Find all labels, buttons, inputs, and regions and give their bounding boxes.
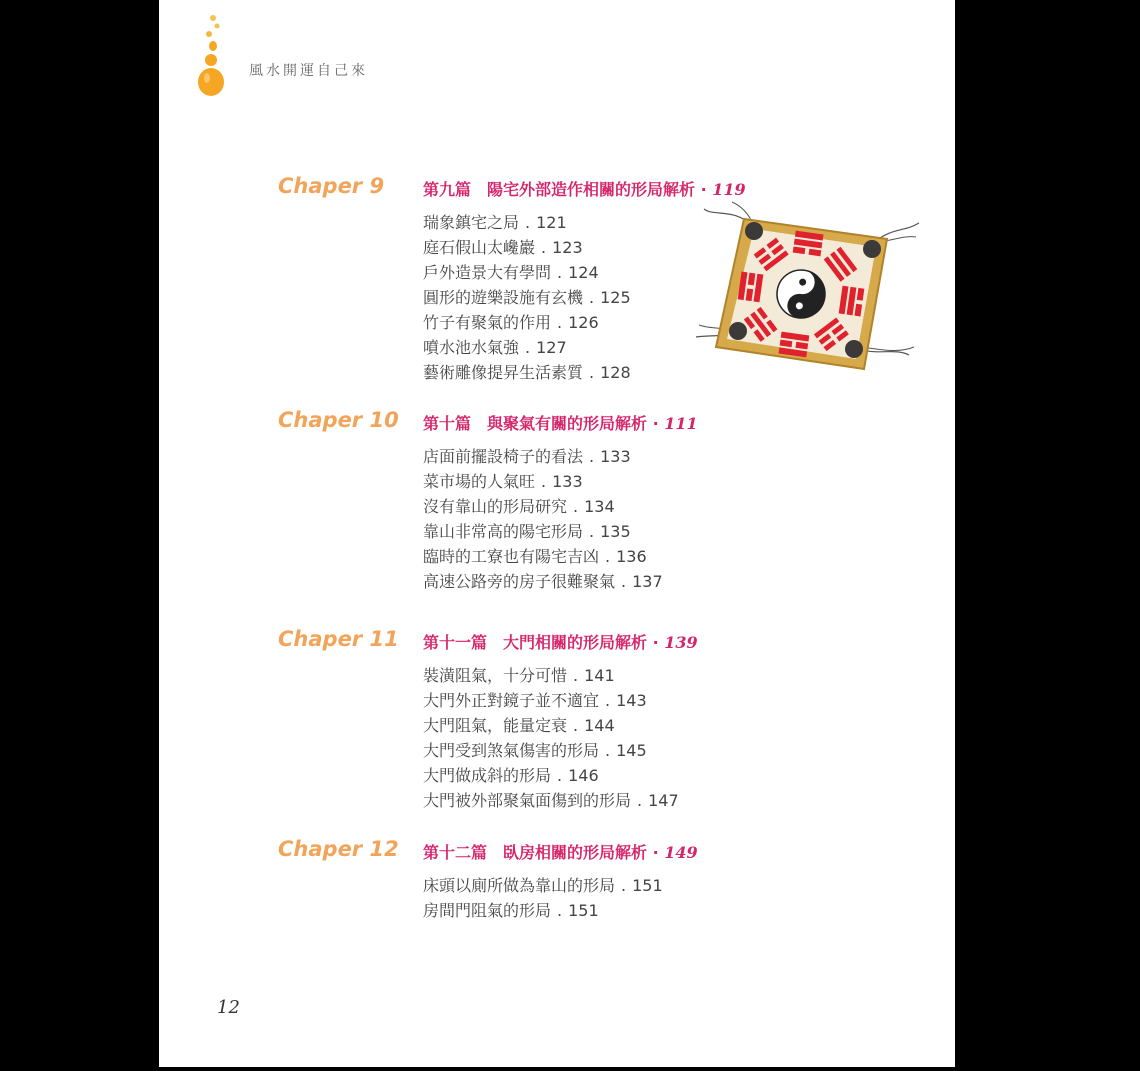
toc-item-page: 126 [568, 313, 599, 332]
toc-item-text: 房間門阻氣的形局 [423, 901, 552, 920]
toc-item-page: 143 [616, 691, 647, 710]
chapter-label: Chaper 9 [278, 174, 385, 198]
toc-item-text: 高速公路旁的房子很難聚氣 [423, 572, 616, 591]
toc-item-page: 134 [584, 497, 615, 516]
toc-item-page: 124 [568, 263, 599, 282]
toc-item[interactable]: 臨時的工寮也有陽宅吉凶 . 136 [423, 547, 647, 566]
toc-list [423, 873, 663, 923]
toc-item-page: 133 [600, 447, 631, 466]
toc-item[interactable]: 房間門阻氣的形局 . 151 [423, 901, 599, 920]
toc-item-page: 128 [600, 363, 631, 382]
chapter-number: 第九篇 [423, 180, 472, 199]
toc-item-text: 大門做成斜的形局 [423, 766, 552, 785]
toc-item-text: 大門受到煞氣傷害的形局 [423, 741, 600, 760]
toc-item-text: 靠山非常高的陽宅形局 [423, 522, 584, 541]
chapter-page: 119 [712, 180, 746, 199]
toc-item-page: 136 [616, 547, 647, 566]
gourd-icon [195, 12, 235, 102]
toc-item-page: 125 [600, 288, 631, 307]
toc-item[interactable]: 戶外造景大有學問 . 124 [423, 263, 599, 282]
toc-item[interactable]: 裝潢阻氣，十分可惜 . 141 [423, 666, 615, 685]
toc-item[interactable]: 大門做成斜的形局 . 146 [423, 766, 599, 785]
toc-item-page: 123 [552, 238, 583, 257]
bagua-mirror-icon [694, 197, 924, 377]
chapter-title[interactable]: 第十一篇 大門相關的形局解析 · 139 [423, 633, 698, 652]
toc-item[interactable]: 店面前擺設椅子的看法 . 133 [423, 447, 631, 466]
toc-item[interactable]: 大門受到煞氣傷害的形局 . 145 [423, 741, 647, 760]
toc-item-text: 大門外正對鏡子並不適宜 [423, 691, 600, 710]
toc-item-text: 床頭以廁所做為靠山的形局 [423, 876, 616, 895]
chapter-title[interactable]: 第十篇 與聚氣有關的形局解析 · 111 [423, 414, 698, 433]
toc-item-page: 147 [648, 791, 679, 810]
chapter-label: Chaper 10 [278, 408, 399, 432]
page-number: 12 [217, 997, 240, 1018]
chapter-subtitle: 與聚氣有關的形局解析 [487, 414, 648, 433]
toc-item-text: 噴水池水氣強 [423, 338, 520, 357]
toc-item[interactable]: 沒有靠山的形局研究 . 134 [423, 497, 615, 516]
toc-item[interactable]: 大門外正對鏡子並不適宜 . 143 [423, 691, 647, 710]
toc-item-text: 大門阻氣，能量定衰 [423, 716, 568, 735]
toc-item-text: 沒有靠山的形局研究 [423, 497, 568, 516]
chapter-page: 149 [664, 843, 698, 862]
toc-item-text: 裝潢阻氣，十分可惜 [423, 666, 568, 685]
book-page [159, 0, 955, 1067]
chapter-number: 第十一篇 [423, 633, 488, 652]
chapter-subtitle: 大門相關的形局解析 [503, 633, 648, 652]
toc-item[interactable]: 靠山非常高的陽宅形局 . 135 [423, 522, 631, 541]
toc-item-text: 圓形的遊樂設施有玄機 [423, 288, 584, 307]
toc-item-page: 151 [568, 901, 599, 920]
toc-item[interactable]: 床頭以廁所做為靠山的形局 . 151 [423, 876, 663, 895]
chapter-label: Chaper 12 [278, 837, 399, 861]
toc-item-text: 庭石假山太巉巖 [423, 238, 536, 257]
toc-item-page: 121 [536, 213, 567, 232]
toc-item-page: 141 [584, 666, 615, 685]
toc-item-text: 臨時的工寮也有陽宅吉凶 [423, 547, 600, 566]
toc-list [423, 210, 631, 385]
toc-item[interactable]: 高速公路旁的房子很難聚氣 . 137 [423, 572, 663, 591]
chapter-page: 139 [664, 633, 698, 652]
chapter-label: Chaper 11 [278, 627, 399, 651]
toc-item[interactable]: 大門阻氣，能量定衰 . 144 [423, 716, 615, 735]
toc-item-page: 137 [632, 572, 663, 591]
toc-item[interactable]: 噴水池水氣強 . 127 [423, 338, 567, 357]
toc-item[interactable]: 庭石假山太巉巖 . 123 [423, 238, 583, 257]
toc-item-text: 瑞象鎮宅之局 [423, 213, 520, 232]
toc-item-page: 127 [536, 338, 567, 357]
toc-item-page: 133 [552, 472, 583, 491]
toc-item-text: 戶外造景大有學問 [423, 263, 552, 282]
chapter-number: 第十篇 [423, 414, 472, 433]
toc-item[interactable]: 菜市場的人氣旺 . 133 [423, 472, 583, 491]
toc-item-text: 店面前擺設椅子的看法 [423, 447, 584, 466]
toc-item-page: 145 [616, 741, 647, 760]
toc-item[interactable]: 瑞象鎮宅之局 . 121 [423, 213, 567, 232]
toc-item[interactable]: 大門被外部聚氣面傷到的形局 . 147 [423, 791, 679, 810]
chapter-subtitle: 臥房相關的形局解析 [503, 843, 648, 862]
chapter-title[interactable]: 第九篇 陽宅外部造作相關的形局解析 · 119 [423, 180, 746, 199]
toc-item[interactable]: 竹子有聚氣的作用 . 126 [423, 313, 599, 332]
toc-list [423, 444, 663, 594]
book-title: 風水開運自己來 [249, 63, 368, 79]
toc-item-text: 大門被外部聚氣面傷到的形局 [423, 791, 632, 810]
chapter-number: 第十二篇 [423, 843, 488, 862]
toc-item[interactable]: 藝術雕像提昇生活素質 . 128 [423, 363, 631, 382]
toc-item-page: 135 [600, 522, 631, 541]
toc-item-page: 151 [632, 876, 663, 895]
toc-item-page: 144 [584, 716, 615, 735]
chapter-page: 111 [664, 414, 698, 433]
chapter-title[interactable]: 第十二篇 臥房相關的形局解析 · 149 [423, 843, 698, 862]
chapter-subtitle: 陽宅外部造作相關的形局解析 [487, 180, 696, 199]
toc-item-text: 藝術雕像提昇生活素質 [423, 363, 584, 382]
toc-item-text: 菜市場的人氣旺 [423, 472, 536, 491]
toc-item[interactable]: 圓形的遊樂設施有玄機 . 125 [423, 288, 631, 307]
toc-list [423, 663, 679, 813]
toc-item-page: 146 [568, 766, 599, 785]
toc-item-text: 竹子有聚氣的作用 [423, 313, 552, 332]
